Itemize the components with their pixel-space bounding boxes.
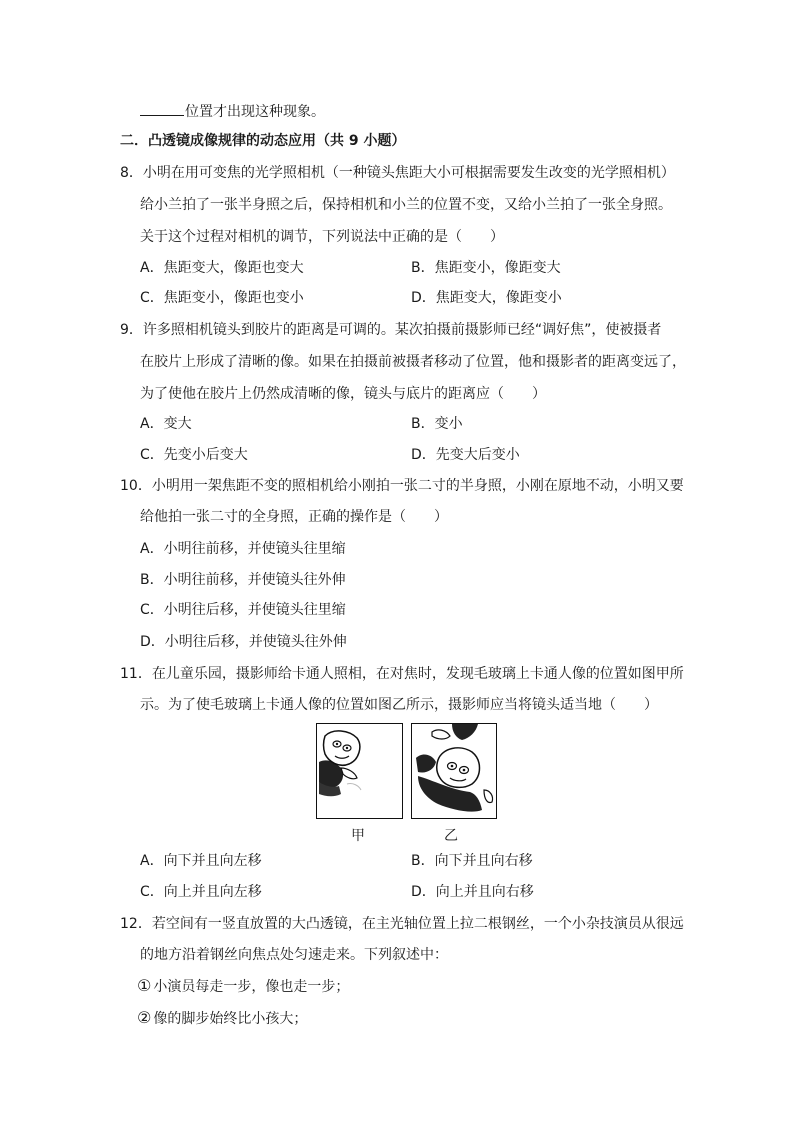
q9-stem-line-1: 9．许多照相机镜头到胶片的距离是可调的。某次拍摄前摄影师已经“调好焦”，使被摄者 xyxy=(120,322,662,338)
q11-option-c: C．向上并且向左移 xyxy=(140,884,262,900)
q8-stem-line-3: 关于这个过程对相机的调节，下列说法中正确的是（ ） xyxy=(140,229,504,245)
q8-stem-line-2: 给小兰拍了一张半身照之后，保持相机和小兰的位置不变，又给小兰拍了一张全身照。 xyxy=(140,197,672,213)
q9-stem-line-2: 在胶片上形成了清晰的像。如果在拍摄前被摄者移动了位置，他和摄影者的距离变远了， xyxy=(140,354,686,370)
q9-stem-line-3: 为了使他在胶片上仍然成清晰的像，镜头与底片的距离应（ ） xyxy=(140,386,546,402)
q10-option-b: B．小明往前移，并使镜头往外伸 xyxy=(140,572,346,588)
q9-option-a: A．变大 xyxy=(140,416,192,432)
q8-option-a: A．焦距变大，像距也变大 xyxy=(140,260,304,276)
figure-label-yi: 乙 xyxy=(444,828,458,844)
statement-text-2: 像的脚步始终比小孩大； xyxy=(153,1011,308,1027)
figure-yi xyxy=(411,723,497,819)
answer-blank xyxy=(140,101,184,116)
q11-option-a: A．向下并且向左移 xyxy=(140,853,262,869)
q8-option-b: B．焦距变小，像距变大 xyxy=(411,260,561,276)
figure-label-jia: 甲 xyxy=(351,828,365,844)
q12-stem-line-2: 的地方沿着钢丝向焦点处匀速走来。下列叙述中： xyxy=(140,947,448,963)
statement-text-1: 小演员每走一步，像也走一步； xyxy=(153,979,350,995)
fill-in-line xyxy=(140,101,325,122)
q11-option-d: D．向上并且向右移 xyxy=(411,884,534,900)
q8-option-d: D．焦距变大，像距变小 xyxy=(411,290,562,306)
statement-number-2: ② xyxy=(137,1008,152,1027)
section-title: 二．凸透镜成像规律的动态应用（共 9 小题） xyxy=(120,133,406,149)
q10-stem-line-1: 10．小明用一架焦距不变的照相机给小刚拍一张二寸的半身照，小刚在原地不动，小明又要 xyxy=(120,478,684,494)
q9-option-c: C．先变小后变大 xyxy=(140,447,248,463)
q11-stem-line-2: 示。为了使毛玻璃上卡通人像的位置如图乙所示，摄影师应当将镜头适当地（ ） xyxy=(140,697,658,713)
figure-jia xyxy=(316,723,403,819)
q11-stem-line-1: 11．在儿童乐园，摄影师给卡通人照相，在对焦时，发现毛玻璃上卡通人像的位置如图甲所 xyxy=(120,666,684,682)
cartoon-image-jia xyxy=(317,724,403,819)
cartoon-image-yi xyxy=(412,724,497,819)
q10-option-c: C．小明往后移，并使镜头往里缩 xyxy=(140,602,346,618)
q12-statement-2 xyxy=(137,1008,307,1029)
q11-option-b: B．向下并且向右移 xyxy=(411,853,533,869)
q9-option-d: D．先变大后变小 xyxy=(411,447,520,463)
q10-stem-line-2: 给他拍一张二寸的全身照，正确的操作是（ ） xyxy=(140,509,448,525)
q9-option-b: B．变小 xyxy=(411,416,463,432)
q8-stem-line-1: 8．小明在用可变焦的光学照相机（一种镜头焦距大小可根据需要发生改变的光学照相机） xyxy=(120,165,675,181)
q10-option-a: A．小明往前移，并使镜头往里缩 xyxy=(140,541,346,557)
q10-option-d: D．小明往后移，并使镜头往外伸 xyxy=(140,634,347,650)
statement-number-1: ① xyxy=(137,976,152,995)
q12-stem-line-1: 12．若空间有一竖直放置的大凸透镜，在主光轴位置上拉二根钢丝，一个小杂技演员从很远 xyxy=(120,916,684,932)
q8-option-c: C．焦距变小，像距也变小 xyxy=(140,290,304,306)
fill-in-text: 位置才出现这种现象。 xyxy=(185,104,325,120)
q12-statement-1 xyxy=(137,976,349,997)
